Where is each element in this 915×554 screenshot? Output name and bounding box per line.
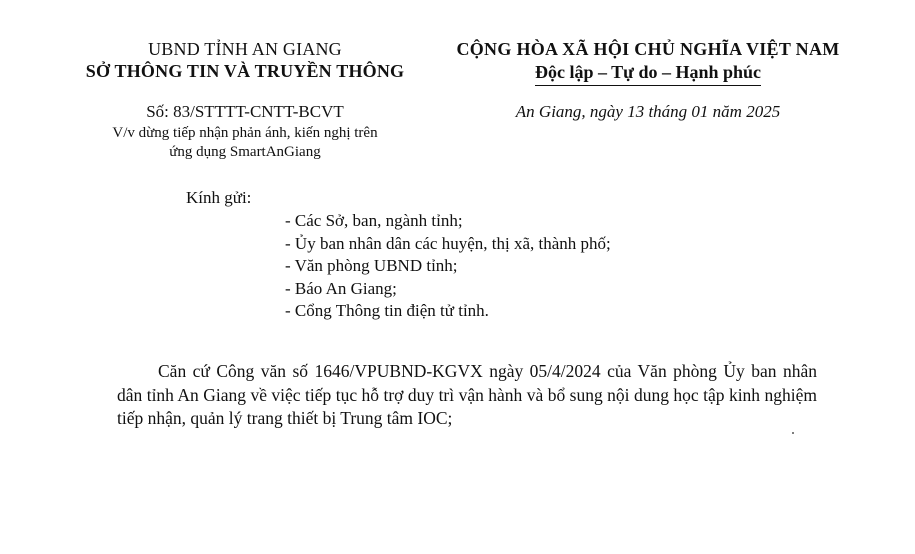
national-motto: Độc lập – Tự do – Hạnh phúc <box>535 60 761 86</box>
document-date: An Giang, ngày 13 tháng 01 năm 2025 <box>515 102 781 121</box>
recipient-item: - Các Sở, ban, ngành tỉnh; <box>285 211 463 230</box>
issuing-agency-block <box>60 38 430 82</box>
recipient-item: - Cổng Thông tin điện tử tỉnh. <box>285 301 489 320</box>
agency-name: SỞ THÔNG TIN VÀ TRUYỀN THÔNG <box>85 61 405 81</box>
subject-line: V/v dừng tiếp nhận phản ánh, kiến nghị trên <box>112 125 378 141</box>
recipient-item: - Ủy ban nhân dân các huyện, thị xã, thành phố; <box>285 233 611 253</box>
recipient-item: - Văn phòng UBND tỉnh; <box>285 256 458 275</box>
national-heading-block <box>418 38 878 86</box>
national-title: CỘNG HÒA XÃ HỘI CHỦ NGHĨA VIỆT NAM <box>456 39 840 59</box>
body-paragraph: Căn cứ Công văn số 1646/VPUBND-KGVX ngày 05/4/2024 của Văn phòng Ủy ban nhân dân tỉnh An Giang về việc tiếp tục hỗ trợ duy trì vận hành và bổ sung nội dung học tập kinh nghiệm tiếp nhận, quản lý trang thiết bị Trung tâm IOC; <box>117 361 817 428</box>
scan-speck <box>792 432 794 434</box>
greeting-label: Kính gửi: <box>186 188 252 207</box>
recipient-item: - Báo An Giang; <box>285 278 397 298</box>
recipient-list <box>285 210 611 323</box>
document-number: Số: 83/STTTT-CNTT-BCVT <box>146 102 344 121</box>
parent-agency: UBND TỈNH AN GIANG <box>148 39 342 59</box>
subject-line: ứng dụng SmartAnGiang <box>169 144 321 160</box>
document-subject <box>60 124 430 162</box>
